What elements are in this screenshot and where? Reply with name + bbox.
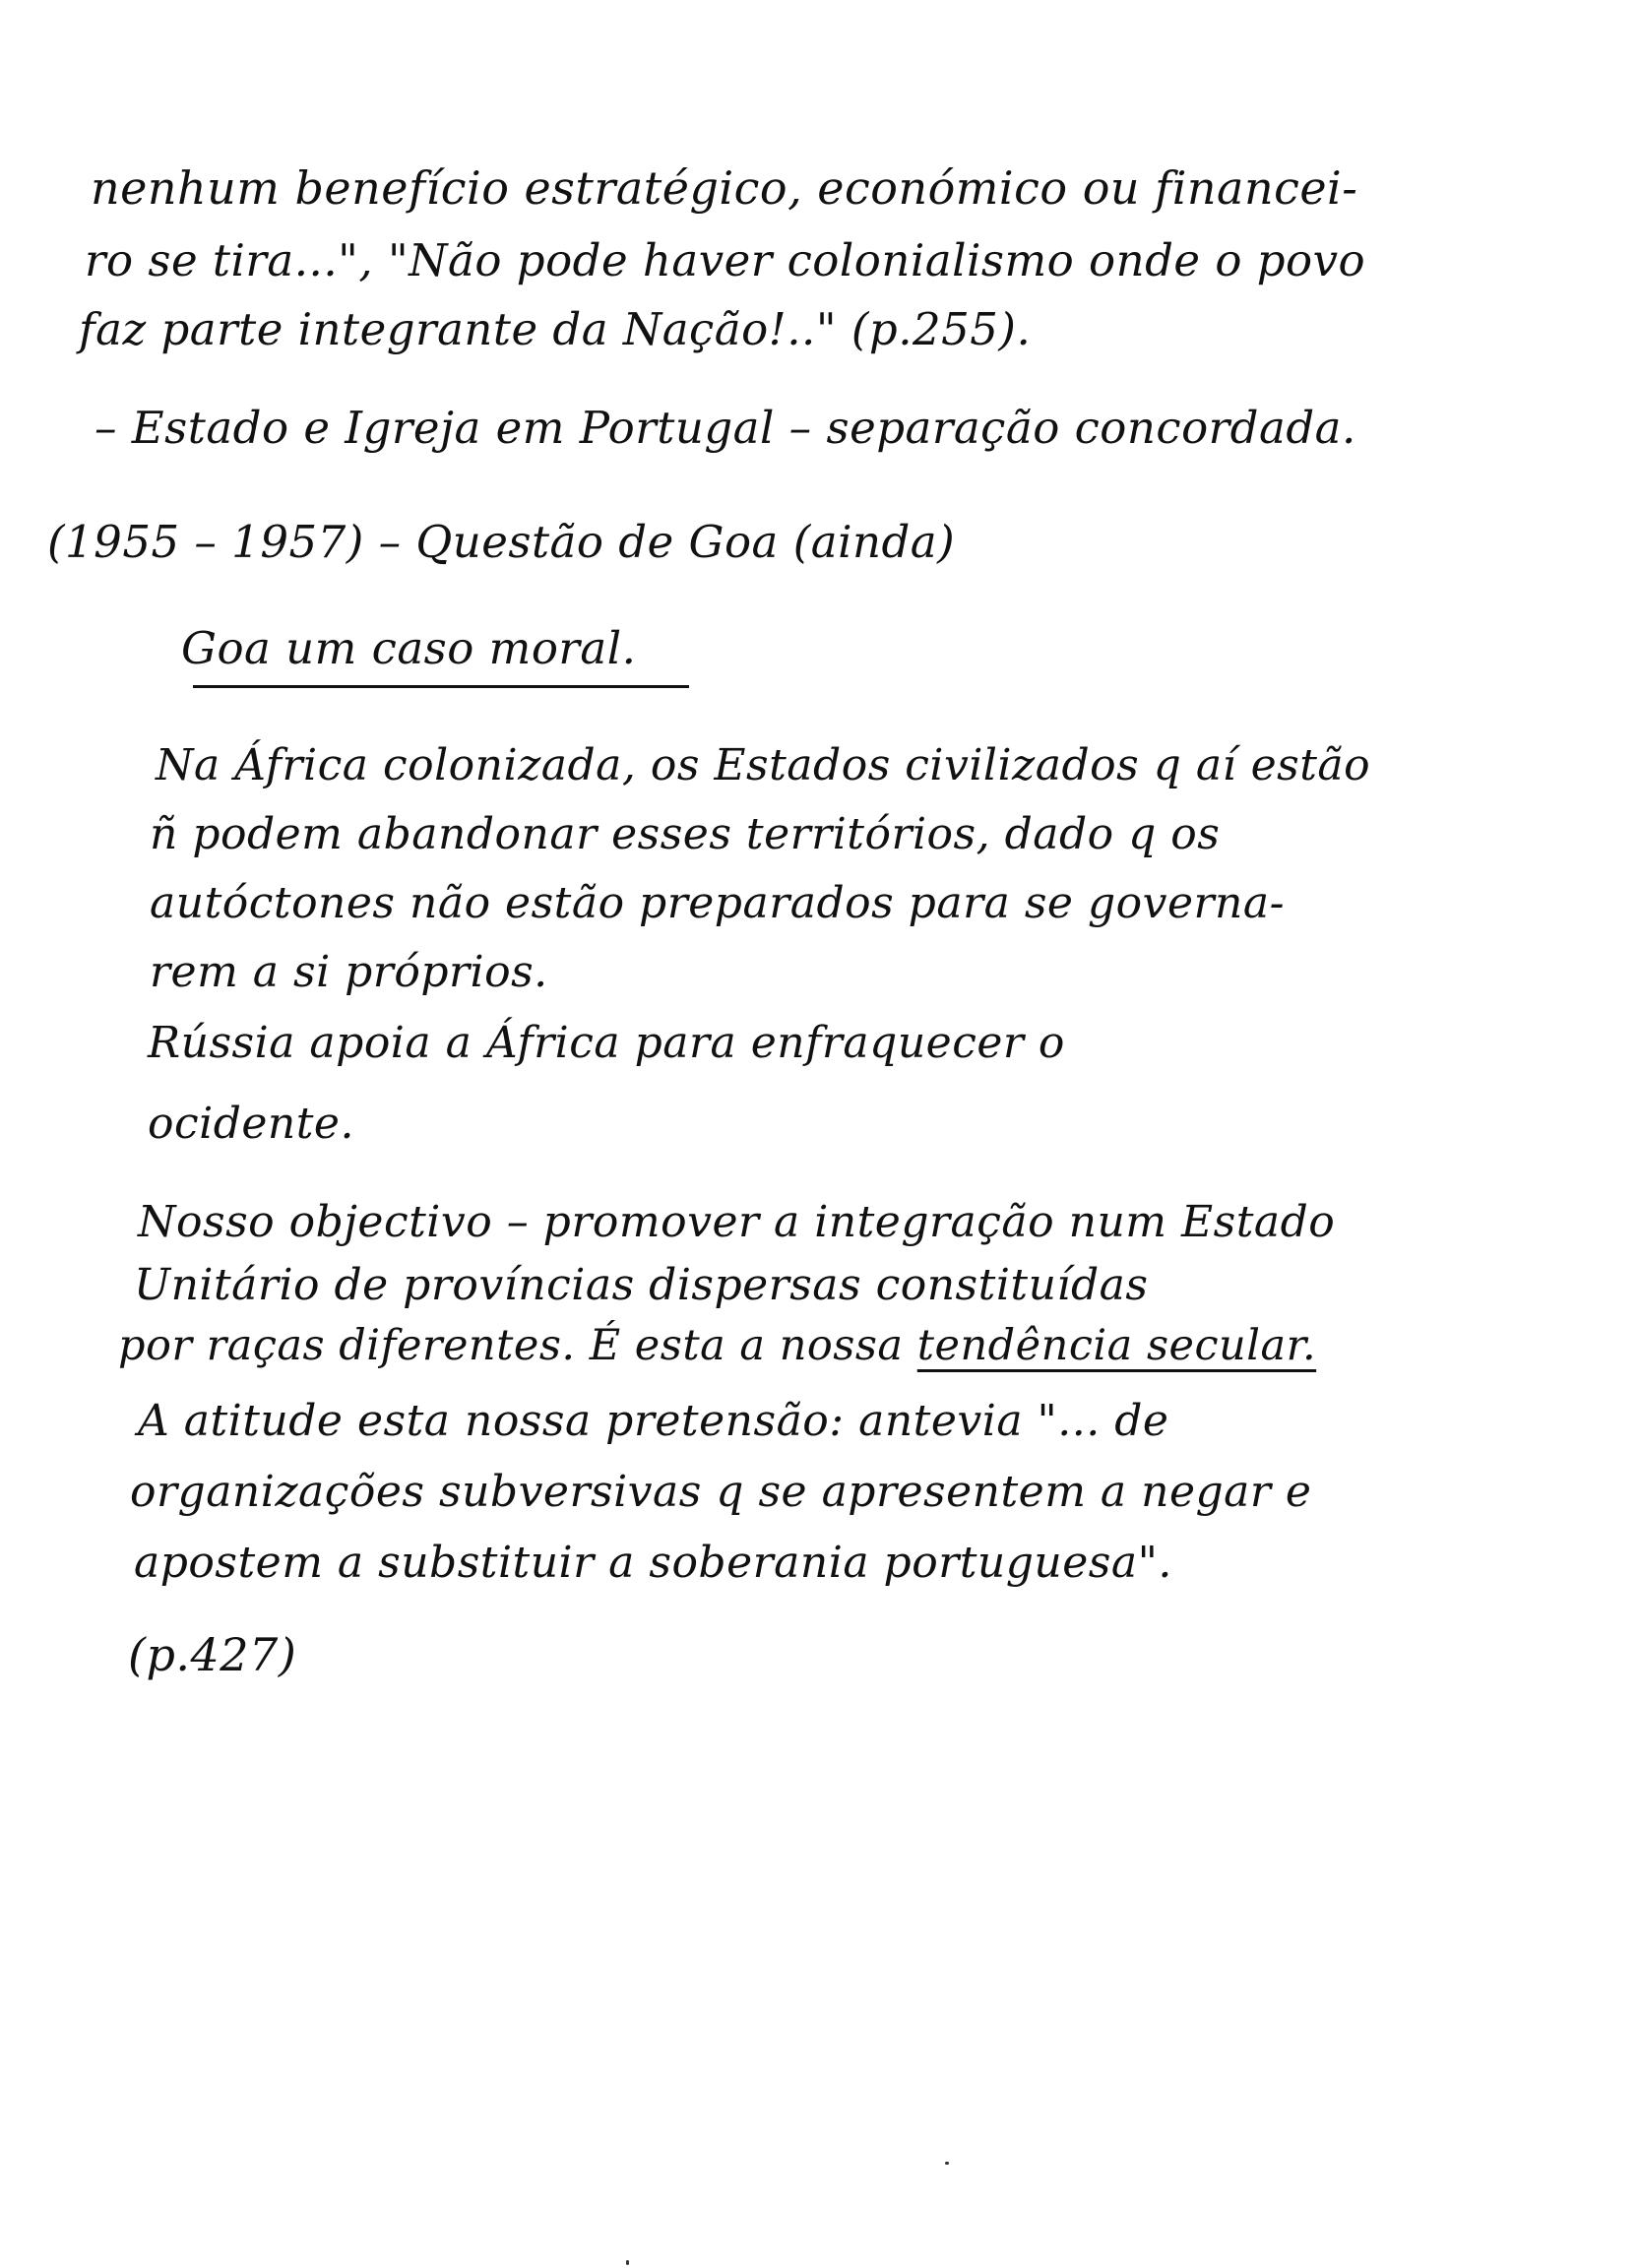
text-line-11: Rússia apoia a África para enfraquecer o (148, 1018, 1065, 1068)
text-line-13: Nosso objectivo – promover a integração num Estado (138, 1197, 1336, 1247)
underlined-phrase: tendência secular. (916, 1321, 1317, 1370)
text-line-16: A atitude esta nossa pretensão: antevia "... de (138, 1396, 1169, 1446)
scan-speck (626, 2260, 629, 2265)
text-line-4: – Estado e Igreja em Portugal – separação concordada. (94, 402, 1356, 454)
scan-speck (945, 2162, 949, 2165)
text-line-9: autóctones não estão preparados para se governa- (150, 878, 1285, 928)
text-line-14: Unitário de províncias dispersas constituídas (134, 1260, 1149, 1310)
text-line-8: ñ podem abandonar esses territórios, dado q os (150, 809, 1221, 859)
heading-underline (193, 685, 689, 688)
text-line-18: apostem a substituir a soberania portuguesa". (134, 1538, 1172, 1588)
text-line-7: Na África colonizada, os Estados civilizados q aí estão (156, 740, 1371, 790)
text-line-17: organizações subversivas q se apresentem a negar e (130, 1467, 1312, 1517)
section-heading: Goa um caso moral. (181, 622, 637, 674)
text-line-15 (118, 1321, 1317, 1370)
text-line-2: ro se tira...", "Não pode haver colonialismo onde o povo (85, 234, 1366, 286)
text-line-10: rem a si próprios. (150, 947, 548, 997)
text-line-1: nenhum benefício estratégico, económico ou financei- (91, 161, 1358, 215)
text-line-15-start: por raças diferentes. É esta a nossa (118, 1321, 917, 1370)
text-line-5: (1955 – 1957) – Questão de Goa (ainda) (47, 516, 956, 568)
text-line-3: faz parte integrante da Nação!.." (p.255). (79, 303, 1032, 355)
text-line-12: ocidente. (148, 1099, 354, 1149)
text-line-19: (p.427) (128, 1628, 297, 1681)
